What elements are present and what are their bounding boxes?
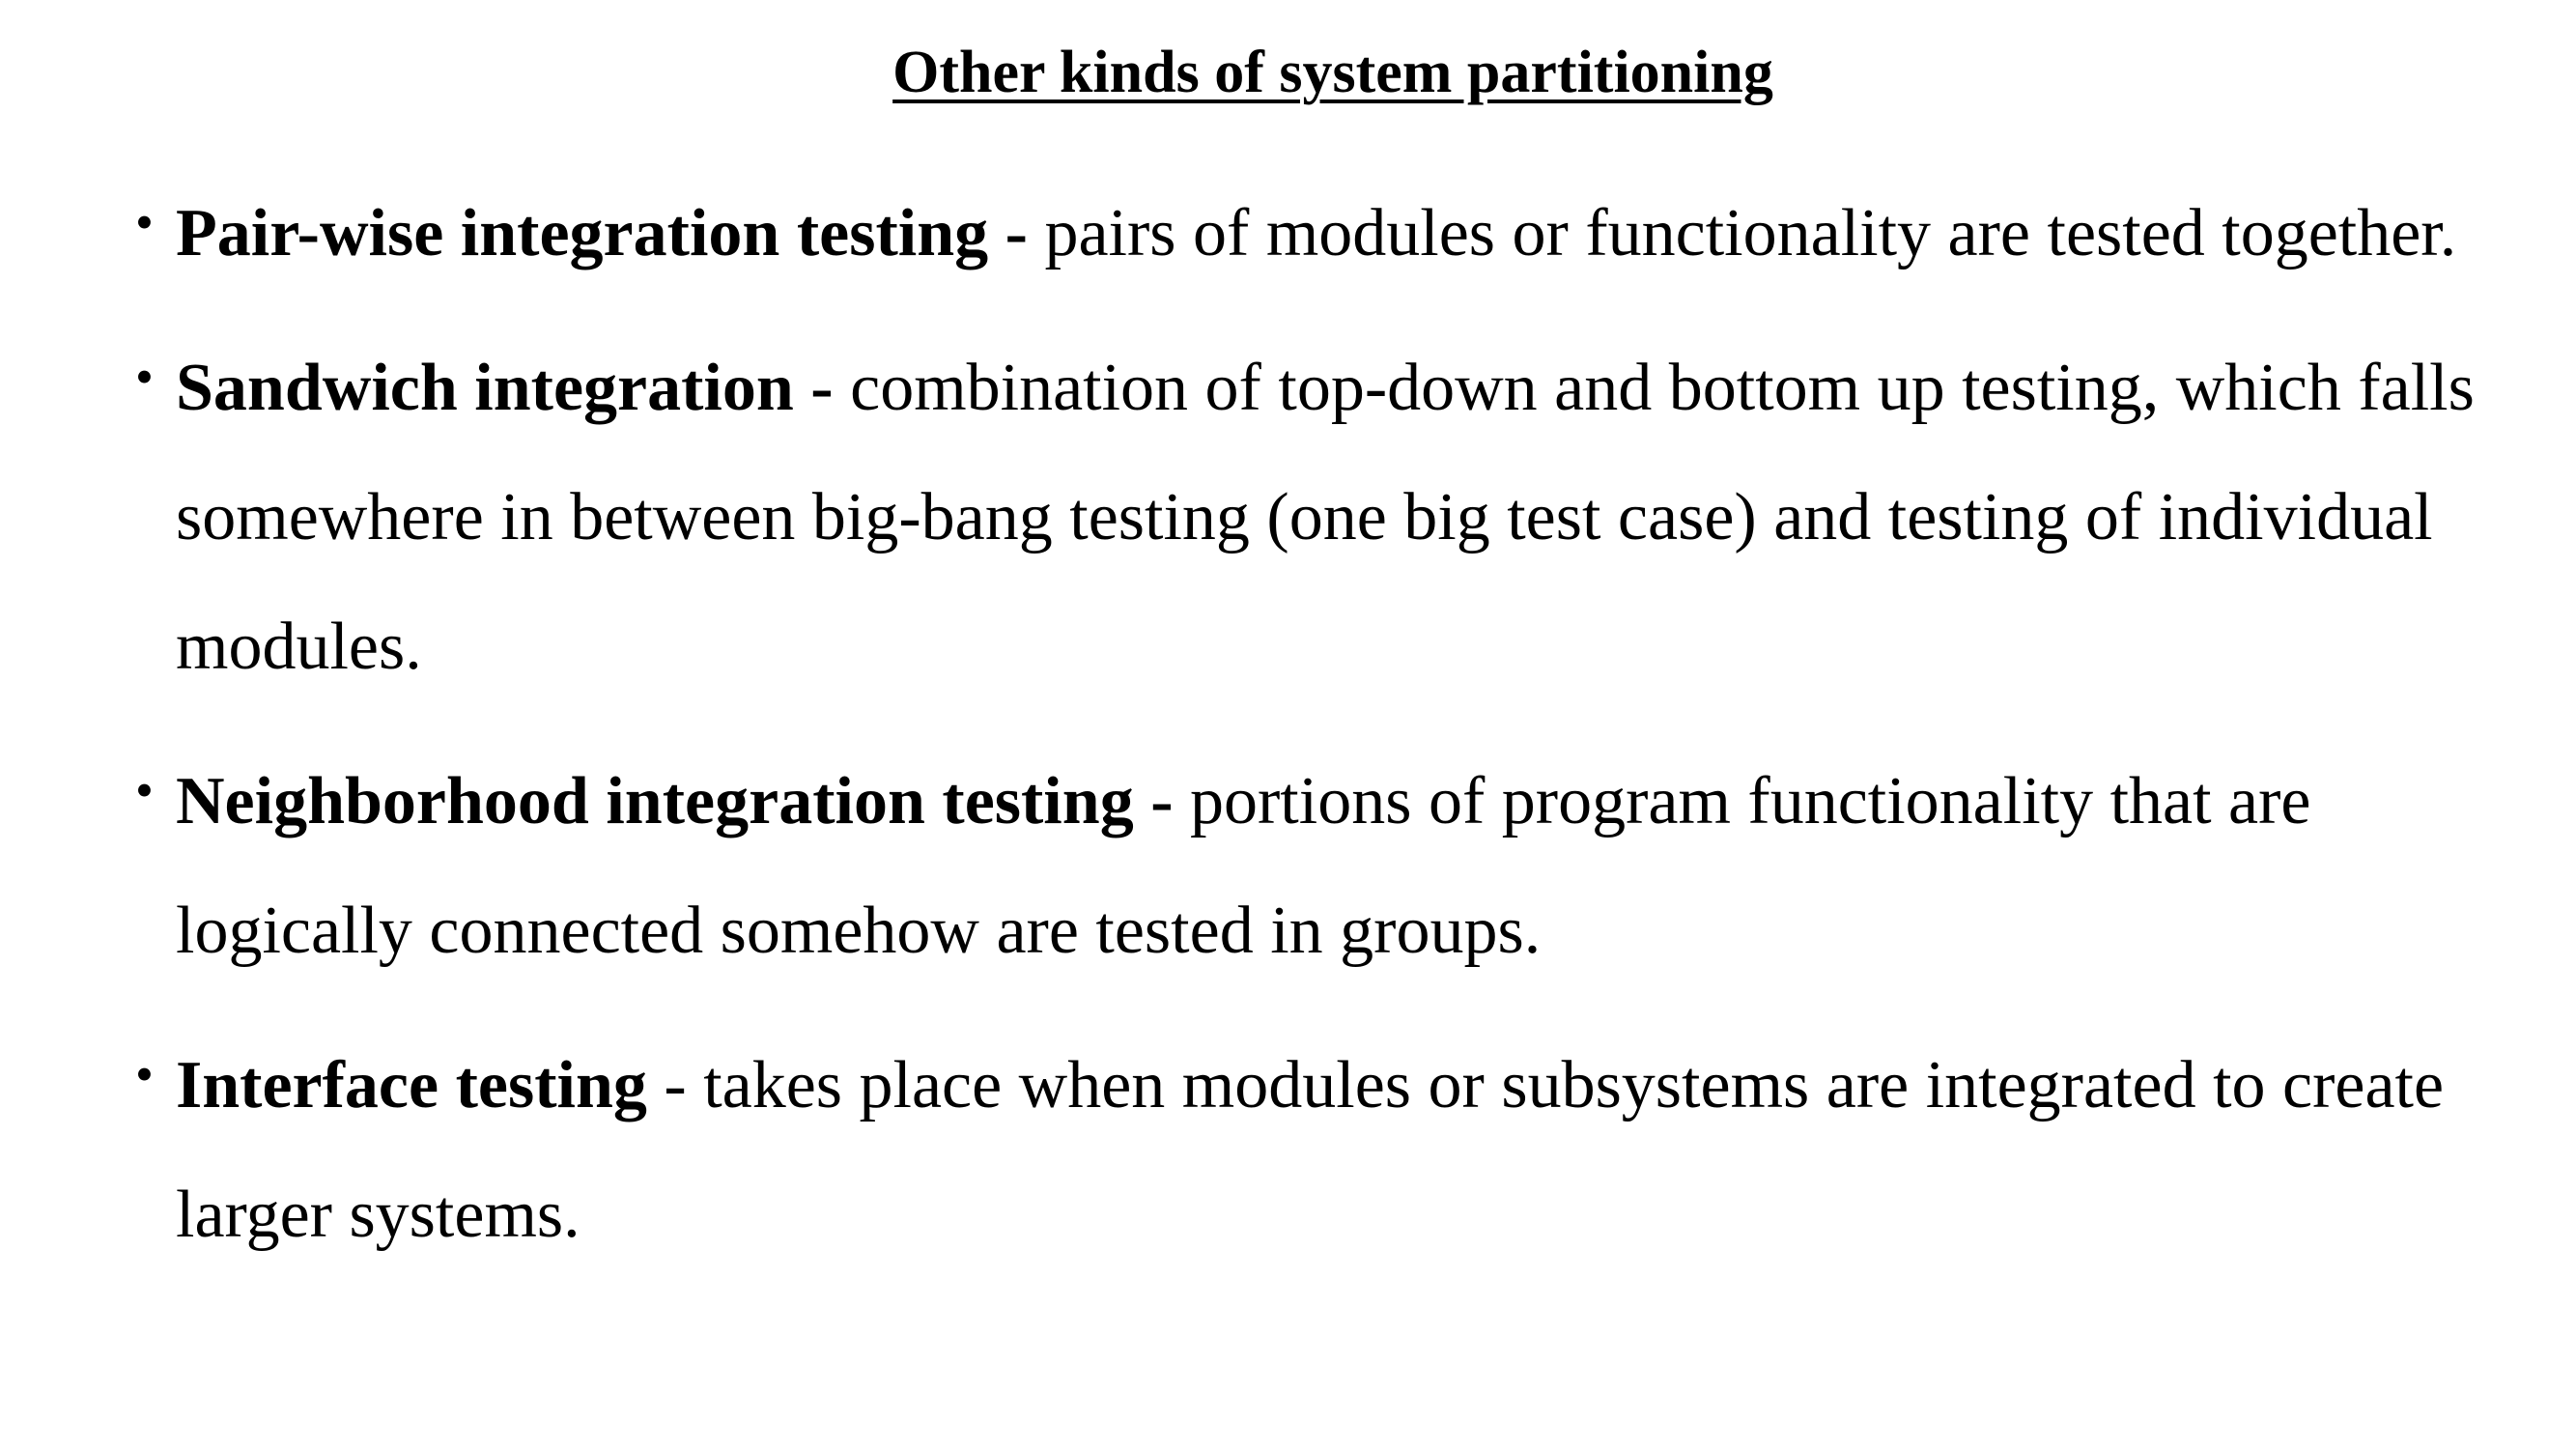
bullet-description: pairs of modules or functionality are tested together. xyxy=(1027,196,2457,270)
bullet-dot-icon: • xyxy=(135,193,154,251)
bullet-description: - takes place when modules or subsystems are integrated to create larger systems. xyxy=(176,1048,2445,1252)
bullet-description: portions of program functionality that are logically connected somehow are tested in groups. xyxy=(176,764,2311,968)
bullet-term: Pair-wise integration testing - xyxy=(176,196,1028,270)
bullet-pair-wise xyxy=(135,169,2511,298)
bullet-dot-icon: • xyxy=(135,761,154,819)
bullet-dot-icon: • xyxy=(135,348,154,406)
bullet-term: Sandwich integration - xyxy=(176,351,834,425)
bullet-neighborhood xyxy=(135,737,2511,996)
bullet-description: combination of top-down and bottom up testing, which falls somewhere in between big-bang testing (one big test case) and testing of individual modules. xyxy=(176,351,2475,684)
slide-title: Other kinds of system partitioning xyxy=(892,40,1773,105)
bullet-sandwich xyxy=(135,324,2511,712)
bullet-dot-icon: • xyxy=(135,1045,154,1103)
bullet-term: Interface testing xyxy=(176,1048,647,1122)
bullet-interface xyxy=(135,1021,2511,1280)
bullet-term: Neighborhood integration testing - xyxy=(176,764,1174,838)
bullet-list xyxy=(135,169,2511,1305)
